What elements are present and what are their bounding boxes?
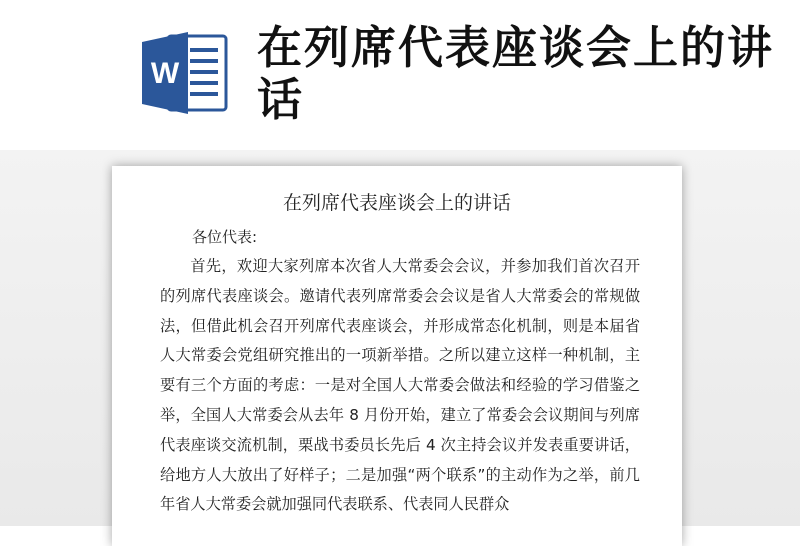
word-icon-letter: W	[150, 57, 180, 90]
page-title: 在列席代表座谈会上的讲话	[257, 21, 775, 126]
header	[0, 0, 800, 150]
document-paragraph: 首先，欢迎大家列席本次省人大常委会会议，并参加我们首次召开的列席代表座谈会。邀请代表列席常委会会议是省人大常委会的常规做法，但借此机会召开列席代表座谈会，并形成常态化机制，则是本届省人大常委会党组研究推出的一项新举措。之所以建立这样一种机制，主要有三个方面的考虑：一是对全国人大常委会做法和经验的学习借鉴之举，全国人大常委会从去年 8 月份开始，建立了常委会会议期间与列席代表座谈交流机制，栗战书委员长先后 4 次主持会议并发表重要讲话，给地方人大放出了好样子；二是加强“两个联系”的主动作为之举，前几年省人大常委会就加强同代表联系、代表同人民群众	[160, 257, 640, 514]
word-icon	[138, 30, 230, 116]
document-page	[112, 166, 682, 546]
document-title: 在列席代表座谈会上的讲话	[282, 192, 511, 214]
document-greeting: 各位代表:	[192, 228, 258, 246]
